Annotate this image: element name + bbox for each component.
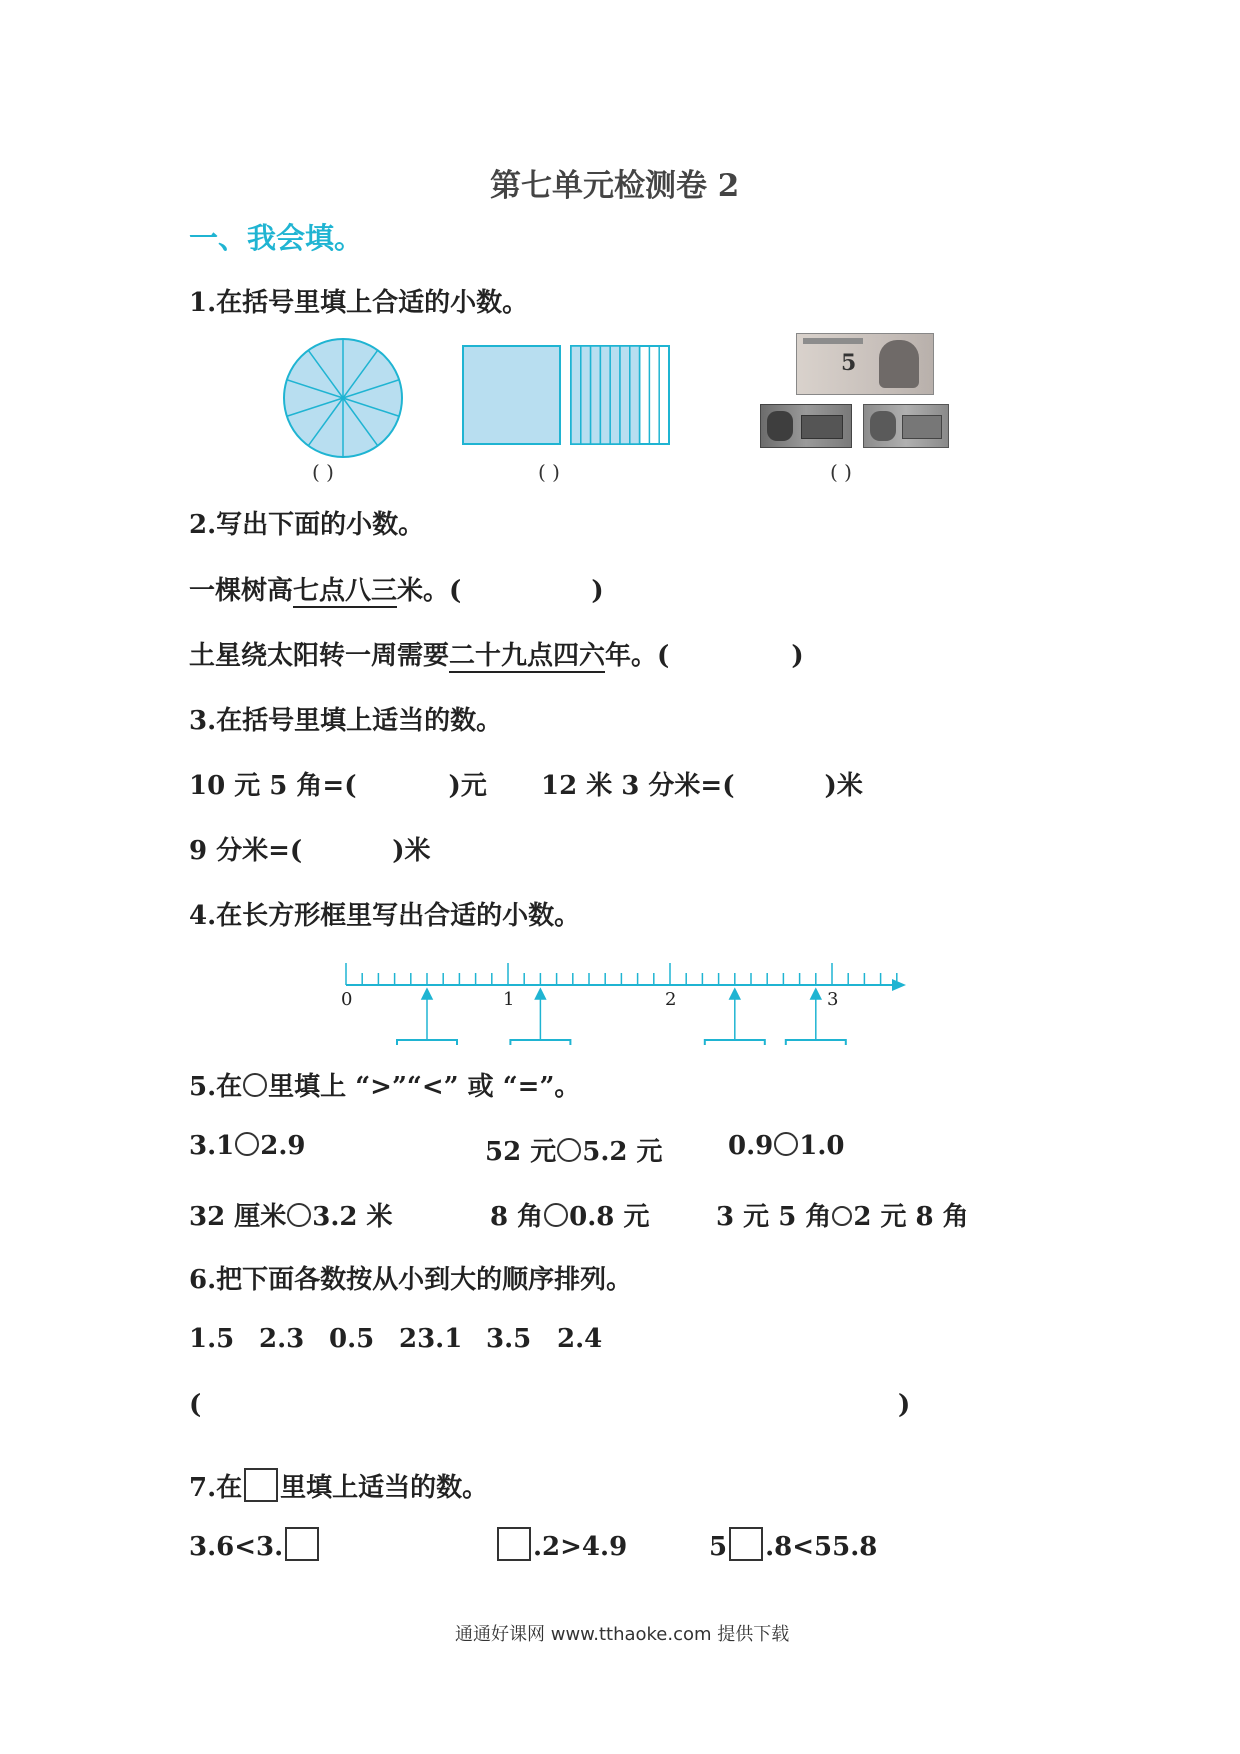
compare-circle[interactable]	[544, 1203, 568, 1227]
q3-item-a: 10 元 5 角=( )元	[189, 771, 487, 801]
number-item: 2.3	[259, 1324, 305, 1354]
question-3: 3.在括号里填上适当的数。	[189, 706, 503, 736]
tick-label: 0	[341, 989, 353, 1010]
answer-paren-1: ( )	[312, 460, 334, 484]
digit-box[interactable]	[729, 1527, 763, 1561]
compare-circle[interactable]	[235, 1132, 259, 1156]
number-item: 0.5	[329, 1324, 375, 1354]
digit-box[interactable]	[285, 1527, 319, 1561]
number-item: 3.5	[486, 1324, 532, 1354]
digit-box[interactable]	[497, 1527, 531, 1561]
number-item: 1.5	[189, 1324, 235, 1354]
compare-circle[interactable]	[287, 1203, 311, 1227]
q7-item-b: .2>4.9	[495, 1527, 627, 1562]
underlined-words: 二十九点四六	[449, 641, 606, 671]
square-strips-figure	[460, 344, 672, 446]
q3-item-b: 12 米 3 分米=( )米	[541, 771, 863, 801]
compare-item: 3.1 2.9	[189, 1131, 306, 1161]
tick-label: 3	[827, 989, 839, 1010]
circle-blank-icon	[243, 1073, 267, 1097]
q3-item-c: 9 分米=( )米	[189, 836, 431, 866]
banknote-2-jiao-image	[863, 404, 949, 448]
compare-circle[interactable]	[774, 1132, 798, 1156]
question-2: 2.写出下面的小数。	[189, 510, 425, 540]
portrait-image	[879, 340, 919, 388]
answer-box[interactable]	[510, 1040, 570, 1045]
q2-line-2: 土星绕太阳转一周需要二十九点四六年。( )	[189, 641, 804, 671]
question-7: 7.在 里填上适当的数。	[189, 1467, 488, 1504]
circle-tenths-figure	[280, 335, 406, 461]
number-item: 2.4	[557, 1324, 603, 1354]
axis-arrowhead	[892, 979, 906, 991]
square-blank-icon	[244, 1468, 278, 1502]
question-1: 1.在括号里填上合适的小数。	[189, 288, 529, 318]
answer-paren-3: ( )	[830, 460, 852, 484]
q7-item-a: 3.6<3.	[189, 1527, 321, 1562]
answer-paren-close: )	[898, 1390, 911, 1420]
compare-circle[interactable]	[832, 1206, 852, 1226]
pointer-arrowhead	[730, 989, 740, 999]
footer-text: 通通好课网 www.tthaoke.com 提供下载	[455, 1624, 790, 1645]
compare-item: 52 元 5.2 元	[485, 1137, 663, 1167]
answer-box[interactable]	[705, 1040, 765, 1045]
banknote-1-jiao-image	[760, 404, 852, 448]
compare-item: 3 元 5 角 2 元 8 角	[716, 1202, 969, 1232]
answer-paren-2: ( )	[538, 460, 560, 484]
question-6: 6.把下面各数按从小到大的顺序排列。	[189, 1265, 633, 1295]
question-5: 5.在 里填上 “>”“<” 或 “=”。	[189, 1072, 581, 1102]
number-item: 23.1	[399, 1324, 463, 1354]
underlined-words: 七点八三	[293, 576, 398, 606]
banknote-5-yuan-image: 5	[796, 333, 934, 395]
pointer-arrowhead	[535, 989, 545, 999]
tick-label: 2	[665, 989, 677, 1010]
page-title: 第七单元检测卷 2	[490, 168, 740, 204]
compare-item: 32 厘米 3.2 米	[189, 1202, 393, 1232]
answer-box[interactable]	[397, 1040, 457, 1045]
section-heading: 一、我会填。	[189, 221, 364, 255]
compare-item: 8 角 0.8 元	[490, 1202, 650, 1232]
tick-label: 1	[503, 989, 515, 1010]
pointer-arrowhead	[422, 989, 432, 999]
q7-item-c: 5 .8<55.8	[709, 1527, 877, 1562]
number-line-figure	[330, 945, 910, 1045]
answer-box[interactable]	[786, 1040, 846, 1045]
q2-line-1: 一棵树高七点八三米。( )	[189, 576, 604, 606]
compare-item: 0.9 1.0	[728, 1131, 845, 1161]
question-4: 4.在长方形框里写出合适的小数。	[189, 901, 581, 931]
pointer-arrowhead	[811, 989, 821, 999]
answer-paren-open: (	[189, 1390, 202, 1420]
compare-circle[interactable]	[557, 1138, 581, 1162]
